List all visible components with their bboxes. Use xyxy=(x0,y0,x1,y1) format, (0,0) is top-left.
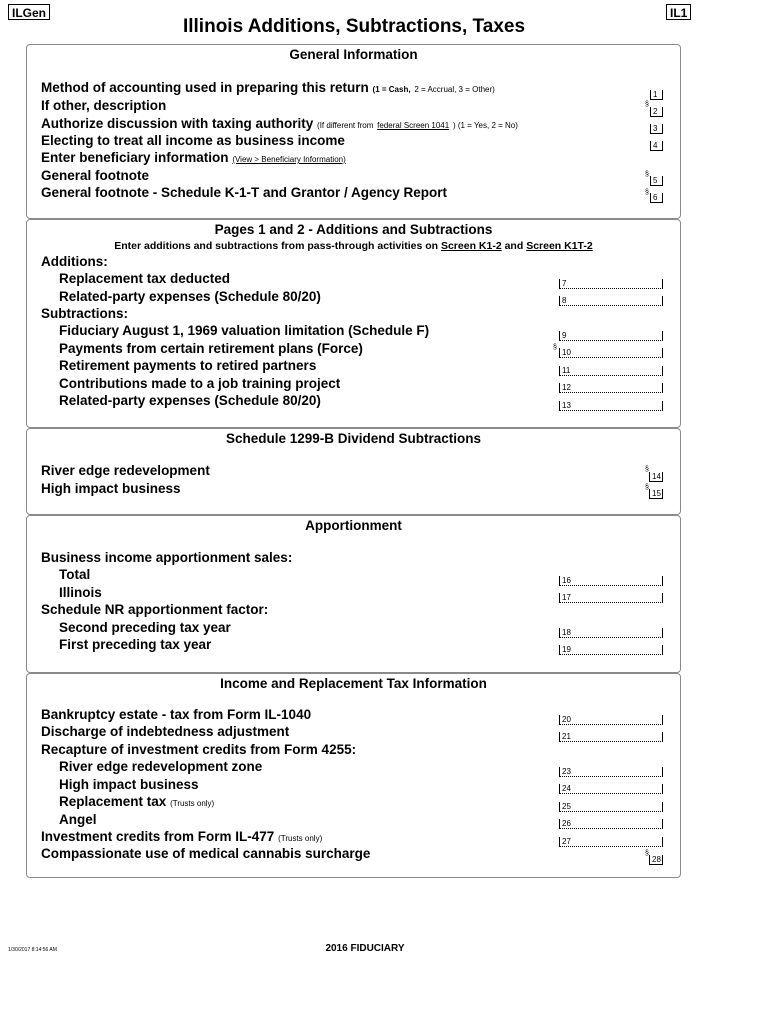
field-16[interactable]: 16 xyxy=(559,576,663,586)
other-description-label: If other, description xyxy=(41,98,167,113)
screen-k1t-2-link[interactable]: Screen K1T-2 xyxy=(526,240,593,252)
discharge-indebtedness-label: Discharge of indebtedness adjustment xyxy=(41,724,290,739)
general-information-heading: General Information xyxy=(289,47,418,62)
footnote-mark-icon: § xyxy=(645,189,649,196)
income-replacement-tax-heading: Income and Replacement Tax Information xyxy=(220,676,487,691)
field-1[interactable]: 1 xyxy=(650,90,663,100)
field-24[interactable]: 24 xyxy=(559,784,663,794)
high-impact-business-recapture-label: High impact business xyxy=(59,777,199,792)
field-12[interactable]: 12 xyxy=(559,383,663,393)
footnote-mark-icon: § xyxy=(645,466,649,473)
fiduciary-valuation-label: Fiduciary August 1, 1969 valuation limitation (Schedule F) xyxy=(59,323,430,338)
footer-title: 2016 FIDUCIARY xyxy=(325,943,405,954)
apportionment-sales-label: Business income apportionment sales: xyxy=(41,550,293,565)
field-18[interactable]: 18 xyxy=(559,628,663,638)
angel-label: Angel xyxy=(59,812,97,827)
field-14[interactable]: 14 xyxy=(649,472,663,482)
schedule-1299b-heading: Schedule 1299-B Dividend Subtractions xyxy=(225,431,482,446)
field-8[interactable]: 8 xyxy=(559,296,663,306)
investment-credits-label: Investment credits from Form IL-477 (Trusts only) xyxy=(41,829,323,844)
river-edge-redevelopment-label: River edge redevelopment xyxy=(41,463,210,478)
field-6[interactable]: 6 xyxy=(650,193,663,203)
field-13[interactable]: 13 xyxy=(559,401,663,411)
field-23[interactable]: 23 xyxy=(559,767,663,777)
retired-partners-label: Retirement payments to retired partners xyxy=(59,358,317,373)
field-9[interactable]: 9 xyxy=(559,331,663,341)
schedule-1299b-section xyxy=(26,428,681,515)
bankruptcy-estate-label: Bankruptcy estate - tax from Form IL-1040 xyxy=(41,707,312,722)
federal-screen-1041-link[interactable]: federal Screen 1041 xyxy=(377,121,450,130)
nr-factor-label: Schedule NR apportionment factor: xyxy=(41,602,269,617)
page-title: Illinois Additions, Subtractions, Taxes xyxy=(182,16,526,37)
river-edge-zone-label: River edge redevelopment zone xyxy=(59,759,263,774)
field-11[interactable]: 11 xyxy=(559,366,663,376)
field-17[interactable]: 17 xyxy=(559,593,663,603)
apportionment-heading: Apportionment xyxy=(305,518,402,533)
subtractions-heading: Subtractions: xyxy=(41,306,129,321)
field-27[interactable]: 27 xyxy=(559,837,663,847)
method-of-accounting-label: Method of accounting used in preparing this return (1 = Cash, 2 = Accrual, 3 = Other) xyxy=(41,80,495,95)
retirement-plans-payments-label: Payments from certain retirement plans (Force) xyxy=(59,341,363,356)
field-10[interactable]: 10 xyxy=(559,348,663,358)
footnote-mark-icon: § xyxy=(645,484,649,491)
field-7[interactable]: 7 xyxy=(559,279,663,289)
general-information-section xyxy=(26,44,681,219)
print-timestamp: 1/30/2017 8:14:56 AM xyxy=(8,947,57,953)
footnote-mark-icon: § xyxy=(645,171,649,178)
screen-id-tag: IL1 xyxy=(666,4,691,20)
recapture-credits-label: Recapture of investment credits from Form 4255: xyxy=(41,742,357,757)
replacement-tax-deducted-label: Replacement tax deducted xyxy=(59,271,231,286)
related-party-additions-label: Related-party expenses (Schedule 80/20) xyxy=(59,289,321,304)
field-2[interactable]: 2 xyxy=(650,107,663,117)
form-id-tag: ILGen xyxy=(8,4,50,20)
authorize-discussion-label: Authorize discussion with taxing authority (If different from federal Screen 1041 ) (1 = Yes, 2 = No) xyxy=(41,116,518,131)
field-19[interactable]: 19 xyxy=(559,645,663,655)
apportionment-section xyxy=(26,515,681,673)
high-impact-business-label: High impact business xyxy=(41,481,181,496)
field-15[interactable]: 15 xyxy=(649,489,663,499)
related-party-subtractions-label: Related-party expenses (Schedule 80/20) xyxy=(59,393,321,408)
total-label: Total xyxy=(59,567,91,582)
income-replacement-tax-section xyxy=(26,673,681,878)
job-training-contributions-label: Contributions made to a job training project xyxy=(59,376,341,391)
screen-k1-2-link[interactable]: Screen K1-2 xyxy=(440,240,502,252)
additions-subtractions-heading: Pages 1 and 2 - Additions and Subtractions xyxy=(214,222,493,237)
field-25[interactable]: 25 xyxy=(559,802,663,812)
field-20[interactable]: 20 xyxy=(559,715,663,725)
second-preceding-label: Second preceding tax year xyxy=(59,620,231,635)
first-preceding-label: First preceding tax year xyxy=(59,637,212,652)
illinois-label: Illinois xyxy=(59,585,102,600)
general-footnote-label: General footnote xyxy=(41,168,150,183)
field-28[interactable]: 28 xyxy=(649,855,663,865)
pass-through-note: Enter additions and subtractions from pass-through activities on Screen K1-2 and Screen K1T-2 xyxy=(114,240,593,252)
electing-business-income-label: Electing to treat all income as business income xyxy=(41,133,345,148)
field-26[interactable]: 26 xyxy=(559,819,663,829)
footnote-mark-icon: § xyxy=(645,850,649,857)
cannabis-surcharge-label: Compassionate use of medical cannabis surcharge xyxy=(41,846,371,861)
additions-heading: Additions: xyxy=(41,254,108,269)
footnote-mark-icon: § xyxy=(553,344,557,351)
beneficiary-information-label: Enter beneficiary information (View > Beneficiary Information) xyxy=(41,150,346,165)
field-3[interactable]: 3 xyxy=(650,124,663,134)
field-21[interactable]: 21 xyxy=(559,732,663,742)
replacement-tax-label: Replacement tax (Trusts only) xyxy=(59,794,215,809)
footnote-mark-icon: § xyxy=(645,101,649,108)
field-5[interactable]: 5 xyxy=(650,176,663,186)
view-beneficiary-information-link[interactable]: (View > Beneficiary Information) xyxy=(232,155,346,164)
field-4[interactable]: 4 xyxy=(650,141,663,151)
additions-subtractions-section xyxy=(26,219,681,428)
general-footnote-k1t-label: General footnote - Schedule K-1-T and Grantor / Agency Report xyxy=(41,185,448,200)
